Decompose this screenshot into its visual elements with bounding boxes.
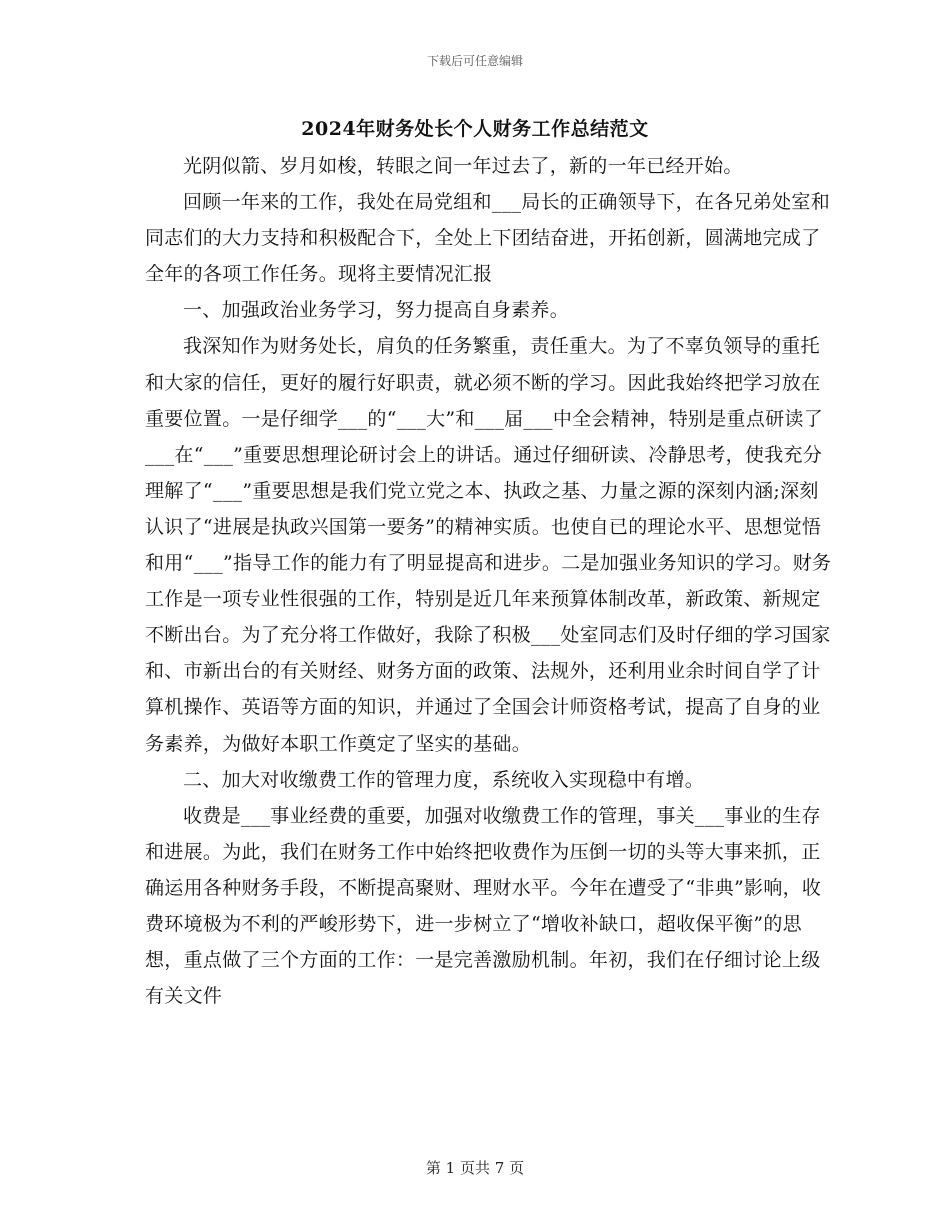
- paragraph-3: 我深知作为财务处长，肩负的任务繁重，责任重大。为了不辜负领导的重托和大家的信任，更好的履行好职责，就必须不断的学习。因此我始终把学习放在重要位置。一是仔细学___的“___大”和___届___中全会精神，特别是重点研读了___在“___”重要思想理论研讨会上的讲话。通过仔细研读、冷静思考，使我充分理解了“___”重要思想是我们党立党之本、执政之基、力量之源的深刻内涵;深刻认识了“进展是执政兴国第一要务”的精神实质。也使自已的理论水平、思想觉悟和用“___”指导工作的能力有了明显提高和进步。二是加强业务知识的学习。财务工作是一项专业性很强的工作，特别是近几年来预算体制改革，新政策、新规定不断出台。为了充分将工作做好，我除了积极___处室同志们及时仔细的学习国家和、市新出台的有关财经、财务方面的政策、法规外，还利用业余时间自学了计算机操作、英语等方面的知识，并通过了全国会计师资格考试，提高了自身的业务素养，为做好本职工作奠定了坚实的基础。: [145, 335, 832, 755]
- paragraph-1: 光阴似箭、岁月如梭，转眼之间一年过去了，新的一年已经开始。: [183, 155, 743, 177]
- document-title: 2024年财务处长个人财务工作总结范文: [301, 118, 649, 140]
- section-heading-2: 二、加大对收缴费工作的管理力度，系统收入实现稳中有增。: [183, 768, 705, 791]
- section-heading-1: 一、加强政治业务学习，努力提高自身素养。: [183, 299, 570, 322]
- paragraph-4: 收费是___事业经费的重要，加强对收缴费工作的管理，事关___事业的生存和进展。为此，我们在财务工作中始终把收费作为压倒一切的头等大事来抓，正确运用各种财务手段，不断提高聚财、理财水平。今年在遭受了“非典”影响，收费环境极为不利的严峻形势下，进一步树立了“增收补缺口，超收保平衡”的思想，重点做了三个方面的工作：一是完善激励机制。年初，我们在仔细讨论上级有关文件: [145, 804, 822, 1008]
- paragraph-2: 回顾一年来的工作，我处在局党组和___局长的正确领导下，在各兄弟处室和同志们的大力支持和积极配合下，全处上下团结奋进，开拓创新，圆满地完成了全年的各项工作任务。现将主要情况汇报: [145, 191, 831, 286]
- page-header: 下载后可任意编辑: [426, 54, 523, 68]
- document-body: [145, 148, 835, 1014]
- page-footer: 第 1 页共 7 页: [425, 1159, 525, 1177]
